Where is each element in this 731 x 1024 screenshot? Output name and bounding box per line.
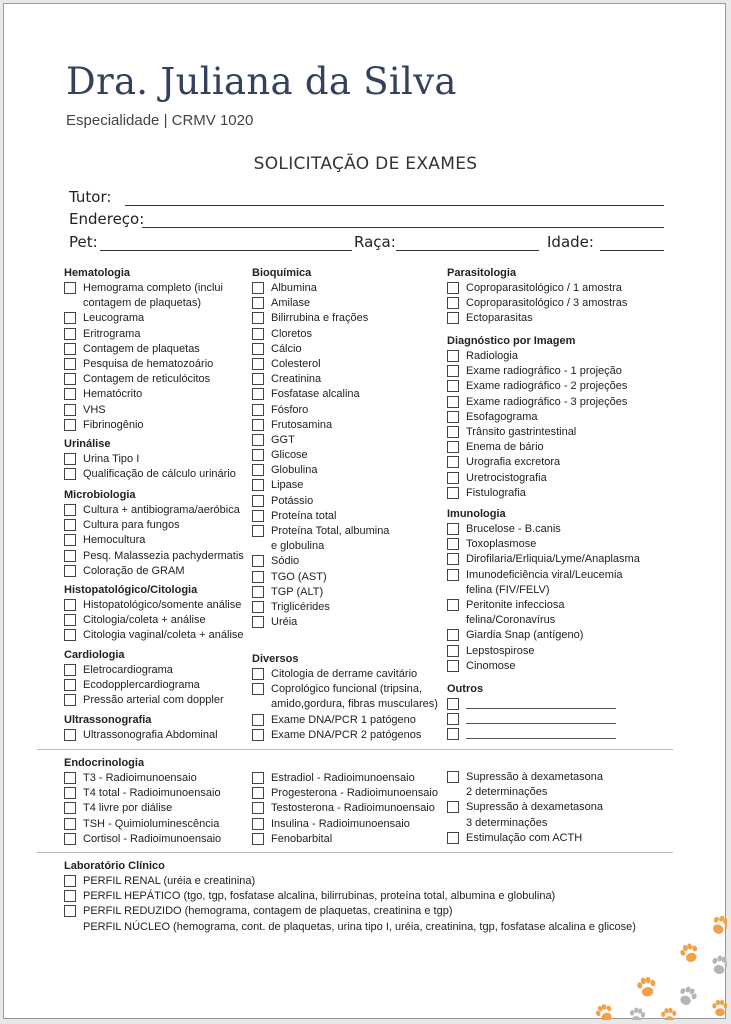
exam-item[interactable]: Coloração de GRAM — [64, 564, 244, 579]
exam-item[interactable]: Progesterona - Radioimunoensaio — [252, 786, 438, 801]
exam-item[interactable]: Potássio — [252, 494, 389, 509]
exam-item[interactable]: T3 - Radioimunoensaio — [64, 771, 221, 786]
exam-item[interactable]: TGP (ALT) — [252, 585, 389, 600]
section-title: Outros — [447, 683, 484, 695]
section-title: Diversos — [252, 653, 299, 665]
exam-item[interactable]: T4 livre por diálise — [64, 801, 221, 816]
exam-item[interactable]: Ecodopplercardiograma — [64, 678, 224, 693]
tutor-label: Tutor: — [69, 188, 112, 206]
exam-item[interactable]: Estimulação com ACTH — [447, 831, 603, 846]
exam-item[interactable]: Coproparasitológico / 3 amostras — [447, 296, 627, 311]
pet-label: Pet: — [69, 233, 98, 251]
exam-item[interactable]: PERFIL REDUZIDO (hemograma, contagem de plaquetas, creatinina e tgp) — [64, 904, 636, 919]
exam-item-continuation: felina (FIV/FELV) — [466, 583, 550, 596]
exam-item[interactable]: Pesquisa de hematozoário — [64, 357, 223, 372]
exam-item[interactable]: Proteína total — [252, 509, 389, 524]
exam-item[interactable]: Cultura + antibiograma/aeróbica — [64, 503, 244, 518]
exam-item[interactable]: Imunodeficiência viral/Leucemia — [447, 568, 640, 583]
exam-item[interactable]: Glicose — [252, 448, 389, 463]
exam-item[interactable]: Dirofilaria/Erliquia/Lyme/Anaplasma — [447, 552, 640, 567]
exam-item[interactable]: Exame radiográfico - 1 projeção — [447, 364, 627, 379]
paw-icon — [678, 941, 701, 964]
exam-item[interactable]: Creatinina — [252, 372, 389, 387]
section-title: Cardiologia — [64, 649, 125, 661]
exam-item[interactable]: Sódio — [252, 554, 389, 569]
exam-item[interactable]: Triglicérides — [252, 600, 389, 615]
exam-item[interactable]: Cortisol - Radioimunoensaio — [64, 832, 221, 847]
specialty-crmv: Especialidade | CRMV 1020 — [66, 112, 254, 129]
exam-item[interactable]: Exame DNA/PCR 1 patógeno — [252, 713, 438, 728]
exam-item[interactable]: Cálcio — [252, 342, 389, 357]
exam-item[interactable]: Supressão à dexametasona — [447, 800, 603, 815]
exam-item[interactable]: Urografia excretora — [447, 455, 627, 470]
exam-item[interactable]: Pesq. Malassezia pachydermatis — [64, 549, 244, 564]
exam-item: PERFIL NÚCLEO (hemograma, cont. de plaquetas, urina tipo I, uréia, creatinina, tgp, fosfatase alcalina e glicose) — [83, 920, 636, 933]
exam-item[interactable]: Esofagograma — [447, 410, 627, 425]
exam-item[interactable]: Leucograma — [64, 311, 223, 326]
request-form-sheet — [3, 3, 726, 1019]
exam-item[interactable]: Citologia vaginal/coleta + análise — [64, 628, 244, 643]
exam-item[interactable]: T4 total - Radioimunoensaio — [64, 786, 221, 801]
exam-item[interactable]: GGT — [252, 433, 389, 448]
exam-item[interactable]: Enema de bário — [447, 440, 627, 455]
exam-item[interactable]: Brucelose - B.canis — [447, 522, 640, 537]
endereco-label: Endereço: — [69, 210, 145, 228]
paw-icon — [712, 1000, 727, 1016]
exam-item[interactable]: Fistulografia — [447, 486, 627, 501]
exam-item[interactable]: Trânsito gastrintestinal — [447, 425, 627, 440]
exam-item[interactable]: PERFIL RENAL (uréia e creatinina) — [64, 874, 636, 889]
exam-item[interactable]: Fósforo — [252, 403, 389, 418]
exam-item[interactable]: Exame radiográfico - 3 projeções — [447, 395, 627, 410]
exam-item[interactable]: Contagem de plaquetas — [64, 342, 223, 357]
exam-item[interactable]: Radiologia — [447, 349, 627, 364]
exam-item-continuation: 2 determinações — [466, 786, 548, 799]
section-title: Diagnóstico por Imagem — [447, 335, 576, 347]
exam-item[interactable]: Hematócrito — [64, 387, 223, 402]
paw-icon — [710, 954, 727, 976]
exam-item[interactable]: Estradiol - Radioimunoensaio — [252, 771, 438, 786]
exam-item[interactable]: Pressão arterial com doppler — [64, 693, 224, 708]
exam-item[interactable]: Ectoparasitas — [447, 311, 627, 326]
paw-prints-decoration — [4, 4, 727, 1020]
exam-item[interactable]: Exame radiográfico - 2 projeções — [447, 379, 627, 394]
exam-item[interactable]: Exame DNA/PCR 2 patógenos — [252, 728, 438, 743]
section-title: Parasitologia — [447, 267, 517, 279]
exam-item[interactable]: VHS — [64, 403, 223, 418]
exam-item-continuation: e globulina — [271, 540, 325, 553]
exam-item[interactable]: Peritonite infecciosa — [447, 598, 640, 613]
exam-item[interactable]: Giardia Snap (antígeno) — [447, 628, 640, 643]
exam-item[interactable]: Colesterol — [252, 357, 389, 372]
exam-item-continuation: amido,gordura, fibras musculares) — [271, 698, 438, 711]
exam-item[interactable]: Coprológico funcional (tripsina, — [252, 682, 438, 697]
exam-item[interactable]: Supressão à dexametasona — [447, 770, 603, 785]
section-title: Hematologia — [64, 267, 131, 279]
raca-label: Raça: — [354, 233, 396, 251]
exam-item[interactable]: Proteína Total, albumina — [252, 524, 389, 539]
exam-item[interactable]: Toxoplasmose — [447, 537, 640, 552]
section-title: Microbiologia — [64, 489, 136, 501]
exam-item[interactable]: Frutosamina — [252, 418, 389, 433]
exam-item-continuation: felina/Coronavírus — [466, 614, 556, 627]
exam-item[interactable]: Uréia — [252, 615, 389, 630]
section-title: Histopatológico/Citologia — [64, 584, 198, 596]
paw-icon — [594, 1002, 616, 1020]
exam-item[interactable]: Urina Tipo I — [64, 452, 236, 467]
section-title: Bioquímica — [252, 267, 312, 279]
paw-icon — [628, 1007, 646, 1020]
paw-icon — [636, 976, 657, 998]
exam-item-continuation: contagem de plaquetas) — [83, 297, 202, 310]
exam-item[interactable]: Uretrocistografia — [447, 471, 627, 486]
exam-item[interactable]: Cloretos — [252, 327, 389, 342]
exam-item[interactable]: Cinomose — [447, 659, 640, 674]
exam-item[interactable]: TGO (AST) — [252, 570, 389, 585]
exam-item[interactable]: Insulina - Radioimunoensaio — [252, 817, 438, 832]
exam-item[interactable]: Hemocultura — [64, 533, 244, 548]
section-title: Ultrassonografia — [64, 714, 152, 726]
exam-item[interactable]: Histopatológico/somente análise — [64, 598, 244, 613]
exam-item[interactable]: Testosterona - Radioimunoensaio — [252, 801, 438, 816]
exam-item[interactable]: Lipase — [252, 478, 389, 493]
section-title: Laboratório Clínico — [64, 860, 165, 872]
exam-item[interactable]: Hemograma completo (inclui — [64, 281, 223, 296]
exam-item[interactable]: Albumina — [252, 281, 389, 296]
exam-item[interactable]: Citologia/coleta + análise — [64, 613, 244, 628]
paw-icon — [676, 984, 699, 1008]
exam-item[interactable]: Ultrassonografia Abdominal — [64, 728, 218, 743]
doctor-name: Dra. Juliana da Silva — [66, 60, 457, 103]
form-title: SOLICITAÇÃO DE EXAMES — [253, 154, 478, 174]
paw-icon — [708, 913, 727, 938]
section-title: Endocrinologia — [64, 757, 145, 769]
exam-item[interactable]: Lepstospirose — [447, 644, 640, 659]
exam-item[interactable]: Cultura para fungos — [64, 518, 244, 533]
idade-label: Idade: — [547, 233, 594, 251]
exam-item-continuation: 3 determinações — [466, 816, 548, 829]
exam-item[interactable]: Eritrograma — [64, 327, 223, 342]
exam-item[interactable]: Globulina — [252, 463, 389, 478]
exam-item[interactable]: Amilase — [252, 296, 389, 311]
exam-item[interactable]: TSH - Quimioluminescência — [64, 817, 221, 832]
exam-item[interactable]: Fibrinogênio — [64, 418, 223, 433]
exam-item[interactable]: Citologia de derrame cavitário — [252, 667, 438, 682]
exam-item[interactable]: Fosfatase alcalina — [252, 387, 389, 402]
exam-item[interactable]: PERFIL HEPÁTICO (tgo, tgp, fosfatase alcalina, bilirrubinas, proteína total, albumina e globulina) — [64, 889, 636, 904]
exam-item[interactable]: Contagem de reticulócitos — [64, 372, 223, 387]
section-title: Urinálise — [64, 438, 111, 450]
exam-item[interactable]: Qualificação de cálculo urinário — [64, 467, 236, 482]
section-title: Imunologia — [447, 508, 506, 520]
exam-item[interactable]: Bilirrubina e frações — [252, 311, 389, 326]
paw-icon — [661, 1007, 678, 1020]
exam-item[interactable]: Eletrocardiograma — [64, 663, 224, 678]
exam-item[interactable]: Fenobarbital — [252, 832, 438, 847]
exam-item[interactable]: Coproparasitológico / 1 amostra — [447, 281, 627, 296]
